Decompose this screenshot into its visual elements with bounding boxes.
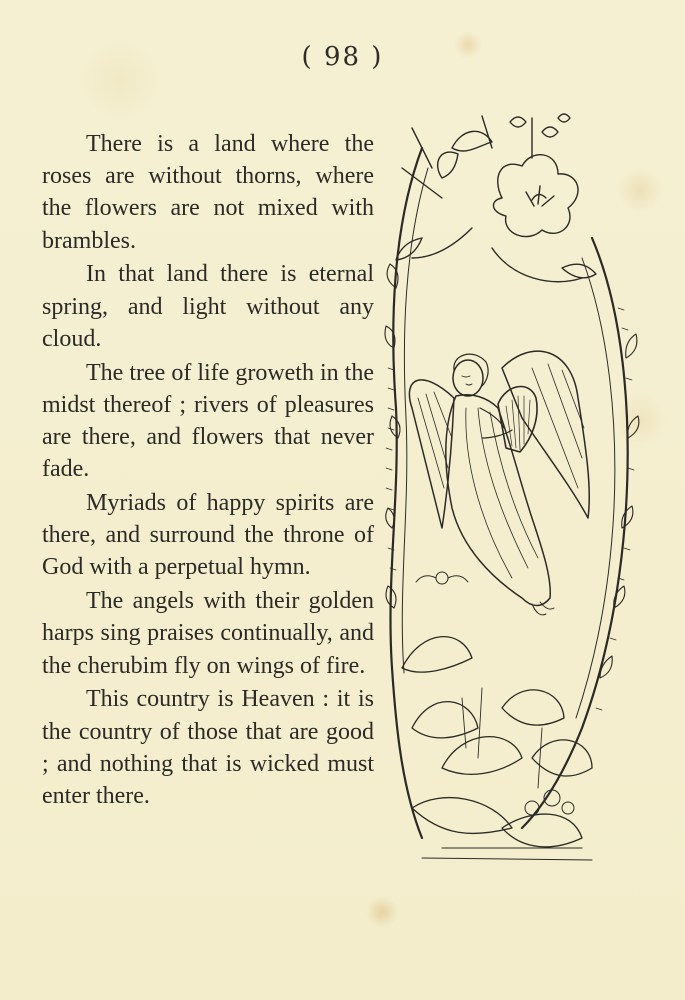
body-text — [42, 128, 374, 814]
paragraph-4: Myriads of happy spirits are there, and surround the throne of God with a perpetual hymn. — [42, 490, 374, 581]
angel-with-harp-engraving — [382, 108, 640, 868]
page-number: ( 98 ) — [301, 42, 384, 72]
paragraph-5: The angels with their golden harps sing praises continually, and the cherubim fly on wings of fire. — [42, 588, 374, 679]
engraving-svg — [382, 108, 640, 868]
paragraph-6: This country is Heaven : it is the country of those that are good ; and nothing that is wicked must enter there. — [42, 686, 374, 810]
left-wing — [409, 380, 454, 528]
paragraph-3: The tree of life groweth in the midst thereof ; rivers of pleasures are there, and flowers that never fade. — [42, 359, 374, 483]
right-vine — [522, 238, 628, 828]
harp — [498, 387, 537, 452]
paragraph-1: There is a land where the roses are without thorns, where the flowers are not mixed with brambles. — [42, 131, 374, 254]
angel-head — [453, 360, 483, 396]
paragraph-2: In that land there is eternal spring, and light without any cloud. — [42, 261, 374, 352]
bottom-foliage — [402, 572, 592, 860]
frame-hatching — [386, 308, 634, 710]
top-lily — [396, 114, 596, 282]
